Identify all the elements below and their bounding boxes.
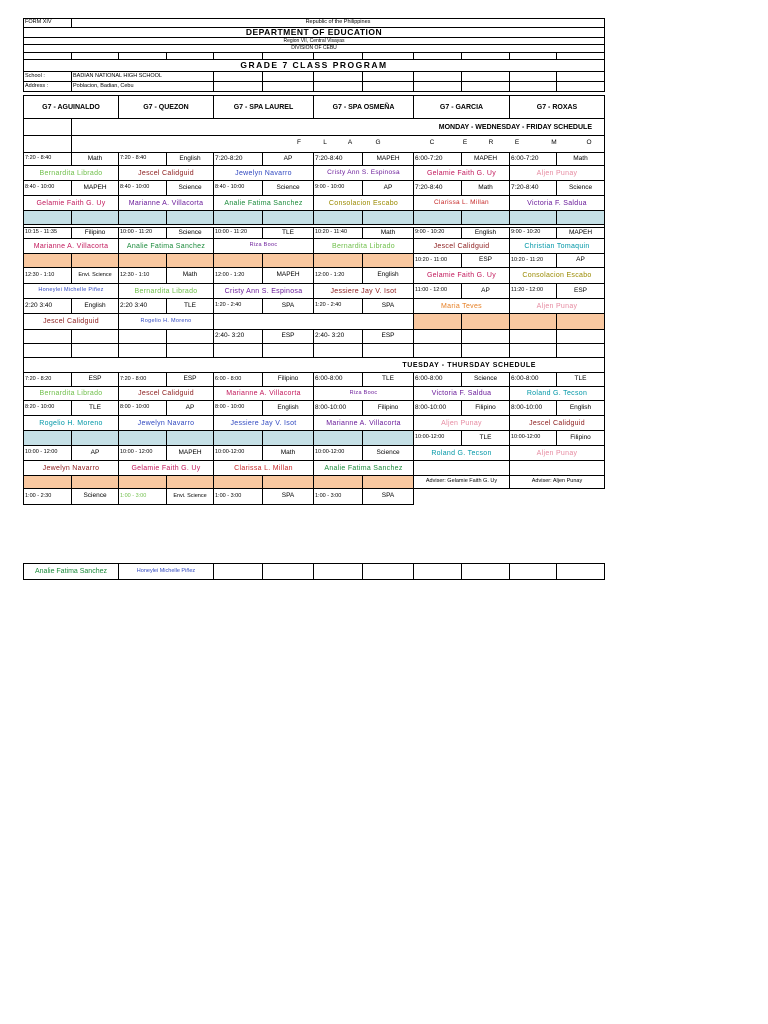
tth-subject: AP (71, 445, 119, 461)
flag-ceremony-letter: F (297, 139, 301, 147)
grid-cell (313, 343, 363, 358)
mwf-subject: AP (461, 283, 510, 299)
tth-subject: MAPEH (166, 445, 214, 461)
grid-cell (313, 563, 363, 580)
tth-time: 7:20 - 8:20 (23, 372, 72, 387)
lunch-cell (166, 253, 214, 268)
tth-title: TUESDAY - THURSDAY SCHEDULE (23, 357, 605, 373)
tth-time: 10:00-12:00 (509, 430, 557, 446)
flag-ceremony-letter: A (347, 139, 353, 147)
mwf-time: 10:20 - 11:00 (413, 253, 462, 268)
mwf-time: 2:20 3:40 (23, 298, 72, 314)
recess-cell (118, 210, 167, 225)
tth-time: 10:00-12:00 (413, 430, 462, 446)
mwf-subject: English (461, 227, 510, 239)
mwf-time: 1:20 - 2:40 (213, 298, 263, 314)
tth-subject: AP (166, 400, 214, 416)
grid-cell (413, 81, 462, 92)
tth-time: 10:00 - 12:00 (118, 445, 167, 461)
tth-teacher: Jescel Calidguid (509, 415, 605, 431)
mwf-subject: SPA (262, 298, 314, 314)
tth-subject: TLE (362, 372, 414, 387)
mwf-teacher: Consolacion Escabo (313, 195, 414, 211)
tth-teacher: Analie Fatima Sanchez (313, 460, 414, 476)
lunch-cell (313, 253, 363, 268)
flag-ceremony-row (71, 135, 605, 153)
recess-cell (213, 210, 263, 225)
grid-cell (461, 343, 510, 358)
recess-cell (313, 210, 363, 225)
mwf-time: 7:20-8:20 (213, 152, 263, 166)
grid-cell (413, 343, 462, 358)
tth-teacher: Jescel Calidguid (118, 386, 214, 401)
flag-ceremony-letter: R (488, 139, 494, 147)
mwf-teacher: Marianne A. Villacorta (23, 238, 119, 254)
tth-teacher: Rogelio H. Moreno (23, 415, 119, 431)
grid-cell (23, 135, 72, 153)
tth-subject: ESP (166, 372, 214, 387)
mwf-time: 10:20 - 11:20 (509, 253, 557, 268)
mwf-subject: ESP (461, 253, 510, 268)
mwf-time: 10:00 - 11:20 (118, 227, 167, 239)
lunch-cell (71, 253, 119, 268)
mwf-subject: Science (166, 180, 214, 196)
mwf-subject: Science (166, 227, 214, 239)
mwf-teacher: Aljen Punay (509, 298, 605, 314)
mwf-subject: Math (461, 180, 510, 196)
grid-cell (262, 81, 314, 92)
tth-time: 8:00-10:00 (509, 400, 557, 416)
bottom-teacher: Analie Fatima Sanchez (23, 563, 119, 580)
mwf-time: 6:00-7:20 (509, 152, 557, 166)
mwf-time: 7:20-8:40 (313, 152, 363, 166)
tth-subject: Science (461, 372, 510, 387)
grid-cell (509, 81, 557, 92)
recess-cell (166, 430, 214, 446)
mwf-subject: English (362, 267, 414, 284)
tth-subject: Science (362, 445, 414, 461)
mwf-subject: AP (556, 253, 605, 268)
tth-teacher: Victoria F. Saldua (413, 386, 510, 401)
lunch-cell (213, 475, 263, 489)
grid-cell (166, 343, 214, 358)
mwf-time: 7:20 - 8:40 (23, 152, 72, 166)
mwf-subject: MAPEH (556, 227, 605, 239)
mwf-teacher: Bernardita Librado (23, 165, 119, 181)
adviser-label: Adviser: Aljen Punay (509, 475, 605, 489)
tth-teacher: Jewelyn Navarro (118, 415, 214, 431)
mwf-subject: English (71, 298, 119, 314)
tth-teacher: Marianne A. Villacorta (213, 386, 314, 401)
tth-time: 8:00-10:00 (413, 400, 462, 416)
tth-teacher: Aljen Punay (413, 415, 510, 431)
division-text: DIVISION OF CEBU (23, 44, 605, 53)
tth-time: 10:00-12:00 (213, 445, 263, 461)
mwf-teacher: Analie Fatima Sanchez (118, 238, 214, 254)
lunch-cell (556, 313, 605, 330)
mwf-teacher: Jescel Calidguid (23, 313, 119, 330)
mwf-subject: MAPEH (71, 180, 119, 196)
tth-time: 1:00 - 3:00 (118, 488, 167, 505)
tth-teacher: Roland G. Tecson (413, 445, 510, 461)
lunch-cell (23, 253, 72, 268)
tth-time: 7:20 - 8:00 (118, 372, 167, 387)
lunch-cell (313, 475, 363, 489)
lunch-cell (461, 313, 510, 330)
mwf-time: 7:20-8:40 (413, 180, 462, 196)
tth-time: 8:20 - 10:00 (23, 400, 72, 416)
grid-cell (362, 343, 414, 358)
mwf-subject: Math (71, 152, 119, 166)
mwf-teacher: Jescel Calidguid (413, 238, 510, 254)
lunch-cell (362, 475, 414, 489)
grid-cell (556, 343, 605, 358)
mwf-subject: Math (556, 152, 605, 166)
mwf-subject: English (166, 152, 214, 166)
lunch-cell (413, 313, 462, 330)
tth-subject: Filipino (262, 372, 314, 387)
tth-subject: SPA (362, 488, 414, 505)
lunch-cell (213, 253, 263, 268)
lunch-cell (71, 475, 119, 489)
mwf-teacher: Bernardita Librado (118, 283, 214, 299)
mwf-subject: MAPEH (262, 267, 314, 284)
mwf-subject: MAPEH (461, 152, 510, 166)
mwf-teacher: Jewelyn Navarro (213, 165, 314, 181)
recess-cell (118, 430, 167, 446)
grid-cell (509, 563, 557, 580)
mwf-time: 7:20-8:40 (509, 180, 557, 196)
recess-cell (362, 430, 414, 446)
section-header: G7 - SPA LAUREL (213, 95, 314, 119)
section-header: G7 - GARCIA (413, 95, 510, 119)
flag-ceremony-letter: E (462, 139, 468, 147)
mwf-subject: Math (362, 227, 414, 239)
grid-cell (71, 343, 119, 358)
tth-time: 1:00 - 3:00 (313, 488, 363, 505)
flag-ceremony-letter: O (586, 139, 592, 147)
bottom-teacher: Honeylei Michelle Piñez (118, 563, 214, 580)
mwf-teacher: Clarissa L. Millan (413, 195, 510, 211)
form-label: FORM XIV (23, 18, 72, 28)
recess-cell (509, 210, 557, 225)
republic-text: Republic of the Philippines (71, 18, 605, 28)
tth-time: 8:00 - 10:00 (118, 400, 167, 416)
mwf-subject: TLE (262, 227, 314, 239)
grid-cell (262, 563, 314, 580)
tth-time: 8:00 - 10:00 (213, 400, 263, 416)
tth-subject: Science (71, 488, 119, 505)
lunch-cell (118, 253, 167, 268)
mwf-teacher: Analie Fatima Sanchez (213, 195, 314, 211)
mwf-subject: AP (262, 152, 314, 166)
region-text: Region VII, Central Visayas (23, 37, 605, 45)
grid-cell (461, 81, 510, 92)
lunch-cell (23, 475, 72, 489)
tth-time: 6:00-8:00 (509, 372, 557, 387)
mwf-time: 10:15 - 11:35 (23, 227, 72, 239)
grid-cell (118, 329, 167, 344)
grid-cell (23, 118, 72, 136)
recess-cell (461, 210, 510, 225)
lunch-cell (509, 313, 557, 330)
tth-time: 6:00 - 8:00 (213, 372, 263, 387)
tth-teacher: Bernardita Librado (23, 386, 119, 401)
flag-ceremony-letter: M (551, 139, 557, 147)
mwf-time: 10:00 - 11:20 (213, 227, 263, 239)
grid-cell (413, 563, 462, 580)
mwf-time: 2:40- 3:20 (313, 329, 363, 344)
grid-cell (362, 81, 414, 92)
tth-subject: ESP (71, 372, 119, 387)
mwf-teacher: Jescel Calidguid (118, 165, 214, 181)
section-header: G7 - SPA OSMEÑA (313, 95, 414, 119)
tth-time: 6:00-8:00 (413, 372, 462, 387)
recess-cell (413, 210, 462, 225)
mwf-time: 10:20 - 11:40 (313, 227, 363, 239)
grid-cell (413, 460, 510, 476)
section-header: G7 - ROXAS (509, 95, 605, 119)
address-label: Address : (23, 81, 72, 92)
mwf-subject: AP (362, 180, 414, 196)
mwf-time: 8:40 - 10:00 (23, 180, 72, 196)
lunch-cell (362, 253, 414, 268)
recess-cell (262, 430, 314, 446)
mwf-teacher: Christian Tomaquin (509, 238, 605, 254)
mwf-time: 12:00 - 1:20 (213, 267, 263, 284)
school-label: School : (23, 71, 72, 82)
mwf-time: 9:00 - 10:00 (313, 180, 363, 196)
mwf-teacher: Honeylei Michelle Piñez (23, 283, 119, 299)
mwf-subject: ESP (556, 283, 605, 299)
mwf-time: 8:40 - 10:00 (213, 180, 263, 196)
mwf-subject: MAPEH (362, 152, 414, 166)
section-header: G7 - AGUINALDO (23, 95, 119, 119)
tth-time: 6:00-8:00 (313, 372, 363, 387)
grid-cell (313, 81, 363, 92)
tth-subject: Filipino (556, 430, 605, 446)
recess-cell (313, 430, 363, 446)
tth-time: 1:00 - 2:30 (23, 488, 72, 505)
mwf-teacher: Gelamie Faith G. Uy (23, 195, 119, 211)
tth-teacher: Clarissa L. Millan (213, 460, 314, 476)
recess-cell (362, 210, 414, 225)
mwf-teacher: Bernardita Librado (313, 238, 414, 254)
tth-teacher: Jewelyn Navarro (23, 460, 119, 476)
tth-subject: Envi. Science (166, 488, 214, 505)
mwf-teacher: Cristy Ann S. Espinosa (313, 165, 414, 181)
recess-cell (71, 430, 119, 446)
tth-teacher: Roland G. Tecson (509, 386, 605, 401)
tth-subject: English (262, 400, 314, 416)
mwf-teacher: Jessiere Jay V. Isot (313, 283, 414, 299)
grid-cell (213, 343, 263, 358)
tth-teacher: Jessiere Jay V. Isot (213, 415, 314, 431)
department-title: DEPARTMENT OF EDUCATION (23, 27, 605, 38)
lunch-cell (262, 253, 314, 268)
recess-cell (166, 210, 214, 225)
grid-cell (262, 343, 314, 358)
mwf-teacher: Cristy Ann S. Espinosa (213, 283, 314, 299)
mwf-time: 11:20 - 12:00 (509, 283, 557, 299)
mwf-time: 7:20 - 8:40 (118, 152, 167, 166)
grid-cell (23, 329, 72, 344)
mwf-subject: SPA (362, 298, 414, 314)
recess-cell (23, 430, 72, 446)
mwf-time: 12:30 - 1:10 (118, 267, 167, 284)
tth-subject: TLE (461, 430, 510, 446)
mwf-time: 9:00 - 10:20 (413, 227, 462, 239)
mwf-teacher: Gelamie Faith G. Uy (413, 267, 510, 284)
recess-cell (71, 210, 119, 225)
school-name: BADIAN NATIONAL HIGH SCHOOL (71, 71, 214, 82)
section-header: G7 - QUEZON (118, 95, 214, 119)
recess-cell (23, 210, 72, 225)
tth-subject: TLE (556, 372, 605, 387)
mwf-subject: Envi. Science (71, 267, 119, 284)
grid-cell (556, 81, 605, 92)
mwf-teacher: Gelamie Faith G. Uy (413, 165, 510, 181)
tth-subject: English (556, 400, 605, 416)
grid-cell (461, 563, 510, 580)
tth-subject: Math (262, 445, 314, 461)
mwf-subject: TLE (166, 298, 214, 314)
grid-cell (509, 329, 557, 344)
tth-time: 10:00-12:00 (313, 445, 363, 461)
mwf-time: 12:30 - 1:10 (23, 267, 72, 284)
tth-time: 10:00 - 12:00 (23, 445, 72, 461)
mwf-time: 12:00 - 1:20 (313, 267, 363, 284)
tth-subject: TLE (71, 400, 119, 416)
mwf-time: 11:00 - 12:00 (413, 283, 462, 299)
lunch-cell (262, 475, 314, 489)
mwf-subject: ESP (362, 329, 414, 344)
grid-cell (509, 343, 557, 358)
mwf-time: 9:00 - 10:20 (509, 227, 557, 239)
grid-cell (461, 329, 510, 344)
tth-teacher: Marianne A. Villacorta (313, 415, 414, 431)
mwf-subject: Science (556, 180, 605, 196)
flag-ceremony-letter: E (514, 139, 520, 147)
mwf-teacher: Consolacion Escabo (509, 267, 605, 284)
mwf-subject: Math (166, 267, 214, 284)
grid-cell (509, 460, 605, 476)
lunch-cell (118, 475, 167, 489)
mwf-title: MONDAY - WEDNESDAY - FRIDAY SCHEDULE (71, 118, 605, 136)
mwf-subject: Filipino (71, 227, 119, 239)
mwf-teacher: Aljen Punay (509, 165, 605, 181)
address-value: Poblacion, Badian, Cebu (71, 81, 214, 92)
tth-time: 1:00 - 3:00 (213, 488, 263, 505)
grid-cell (118, 343, 167, 358)
tth-subject: Filipino (362, 400, 414, 416)
tth-time: 8:00-10:00 (313, 400, 363, 416)
recess-cell (262, 210, 314, 225)
grid-cell (213, 81, 263, 92)
mwf-subject: ESP (262, 329, 314, 344)
flag-ceremony-letter: G (375, 139, 381, 147)
grid-cell (23, 343, 72, 358)
grid-cell (166, 329, 214, 344)
tth-teacher: Gelamie Faith G. Uy (118, 460, 214, 476)
lunch-cell (166, 475, 214, 489)
mwf-teacher: Victoria F. Saldua (509, 195, 605, 211)
mwf-time: 1:20 - 2:40 (313, 298, 363, 314)
mwf-teacher: Marianne A. Villacorta (118, 195, 214, 211)
mwf-time: 2:40- 3:20 (213, 329, 263, 344)
grid-cell (556, 563, 605, 580)
grid-cell (362, 563, 414, 580)
mwf-teacher: Riza Booc (213, 238, 314, 254)
grid-cell (556, 329, 605, 344)
adviser-label: Adviser: Gelamie Faith G. Uy (413, 475, 510, 489)
mwf-time: 2:20 3:40 (118, 298, 167, 314)
program-title: GRADE 7 CLASS PROGRAM (23, 59, 605, 72)
flag-ceremony-letter: L (323, 139, 327, 147)
tth-subject: SPA (262, 488, 314, 505)
tth-teacher: Riza Booc (313, 386, 414, 401)
mwf-time: 6:00-7:20 (413, 152, 462, 166)
grid-cell (71, 329, 119, 344)
grid-cell (213, 563, 263, 580)
mwf-teacher: Maria Teves (413, 298, 510, 314)
mwf-teacher: Rogelio H. Moreno (118, 313, 214, 330)
mwf-time: 8:40 - 10:00 (118, 180, 167, 196)
tth-subject: Filipino (461, 400, 510, 416)
recess-cell (556, 210, 605, 225)
grid-cell (413, 329, 462, 344)
recess-cell (213, 430, 263, 446)
flag-ceremony-letter: C (429, 139, 435, 147)
grid-cell (213, 313, 414, 330)
tth-teacher: Aljen Punay (509, 445, 605, 461)
mwf-subject: Science (262, 180, 314, 196)
